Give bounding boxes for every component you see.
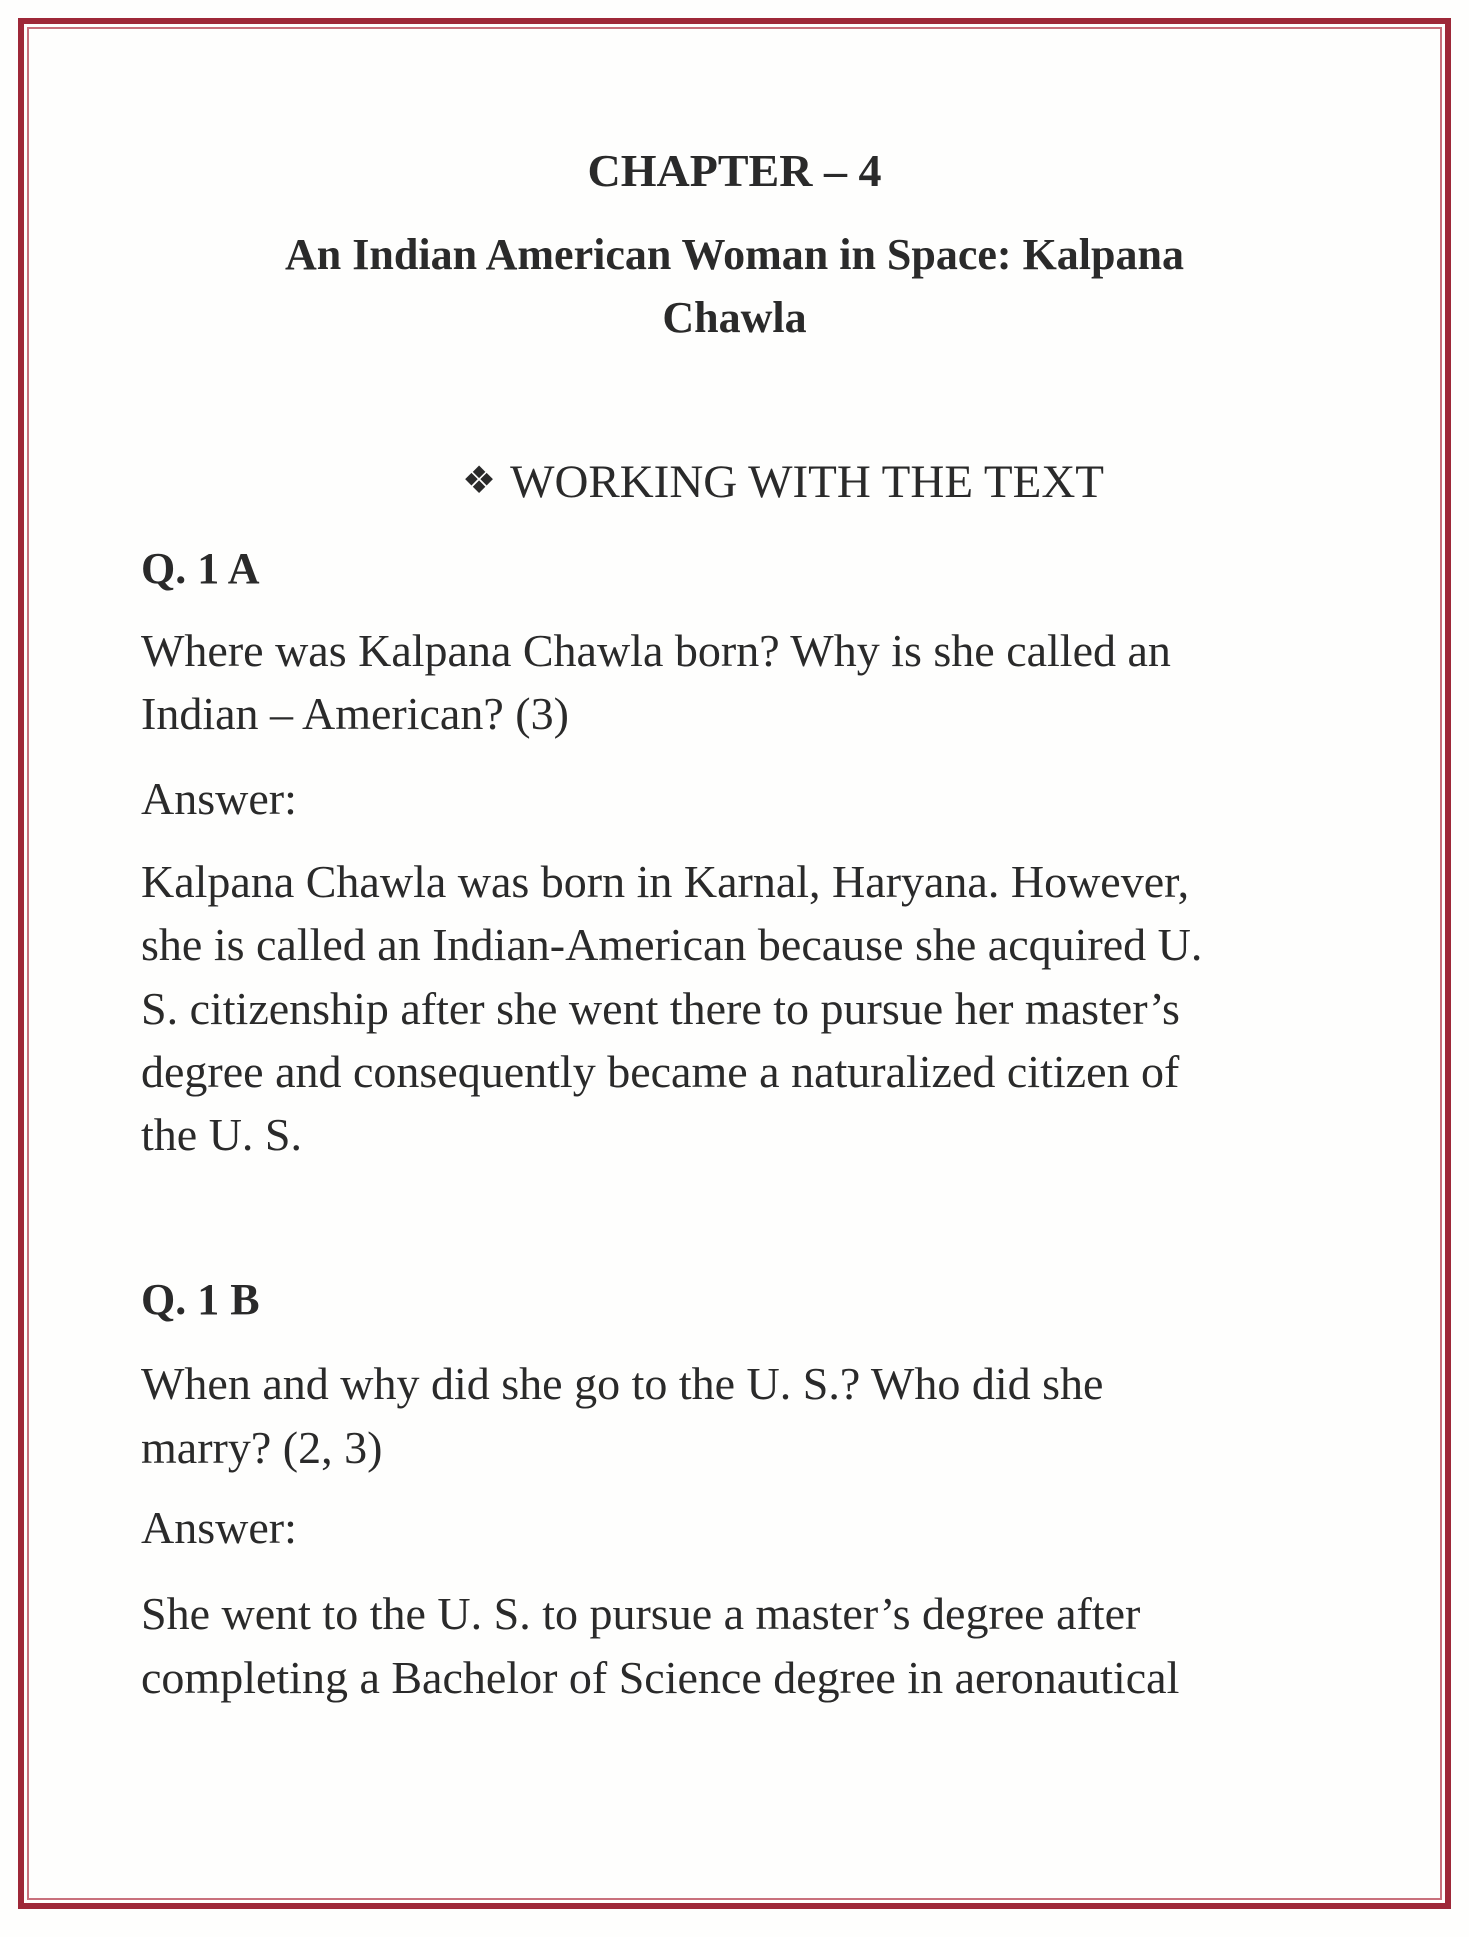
answer-text: Kalpana Chawla was born in Karnal, Haryana. However, [141, 856, 1190, 907]
answer-label: Answer: [141, 1502, 297, 1553]
section-heading [462, 456, 1105, 508]
answer-text: degree and consequently became a naturalized citizen of [141, 1046, 1180, 1097]
answer-text: the U. S. [141, 1109, 302, 1160]
answer-text: she is called an Indian-American because she acquired U. [141, 919, 1203, 970]
question-text: marry? (2, 3) [141, 1422, 383, 1473]
diamond-bullet-icon: ❖ [462, 460, 497, 502]
answer-text: She went to the U. S. to pursue a master’s degree after [141, 1588, 1141, 1639]
chapter-title-line: An Indian American Woman in Space: Kalpana [285, 230, 1184, 279]
answer-text: completing a Bachelor of Science degree in aeronautical [141, 1652, 1180, 1703]
chapter-heading: CHAPTER – 4 [587, 145, 882, 196]
question-text: Indian – American? (3) [141, 688, 569, 739]
chapter-title-line: Chawla [662, 293, 807, 342]
question-label: Q. 1 B [141, 1275, 260, 1324]
answer-label: Answer: [141, 773, 297, 824]
question-text: When and why did she go to the U. S.? Who did she [141, 1358, 1104, 1409]
answer-text: S. citizenship after she went there to pursue her master’s [141, 983, 1180, 1034]
question-label: Q. 1 A [141, 544, 260, 593]
question-text: Where was Kalpana Chawla born? Why is she called an [141, 625, 1171, 676]
section-label: WORKING WITH THE TEXT [510, 456, 1105, 508]
